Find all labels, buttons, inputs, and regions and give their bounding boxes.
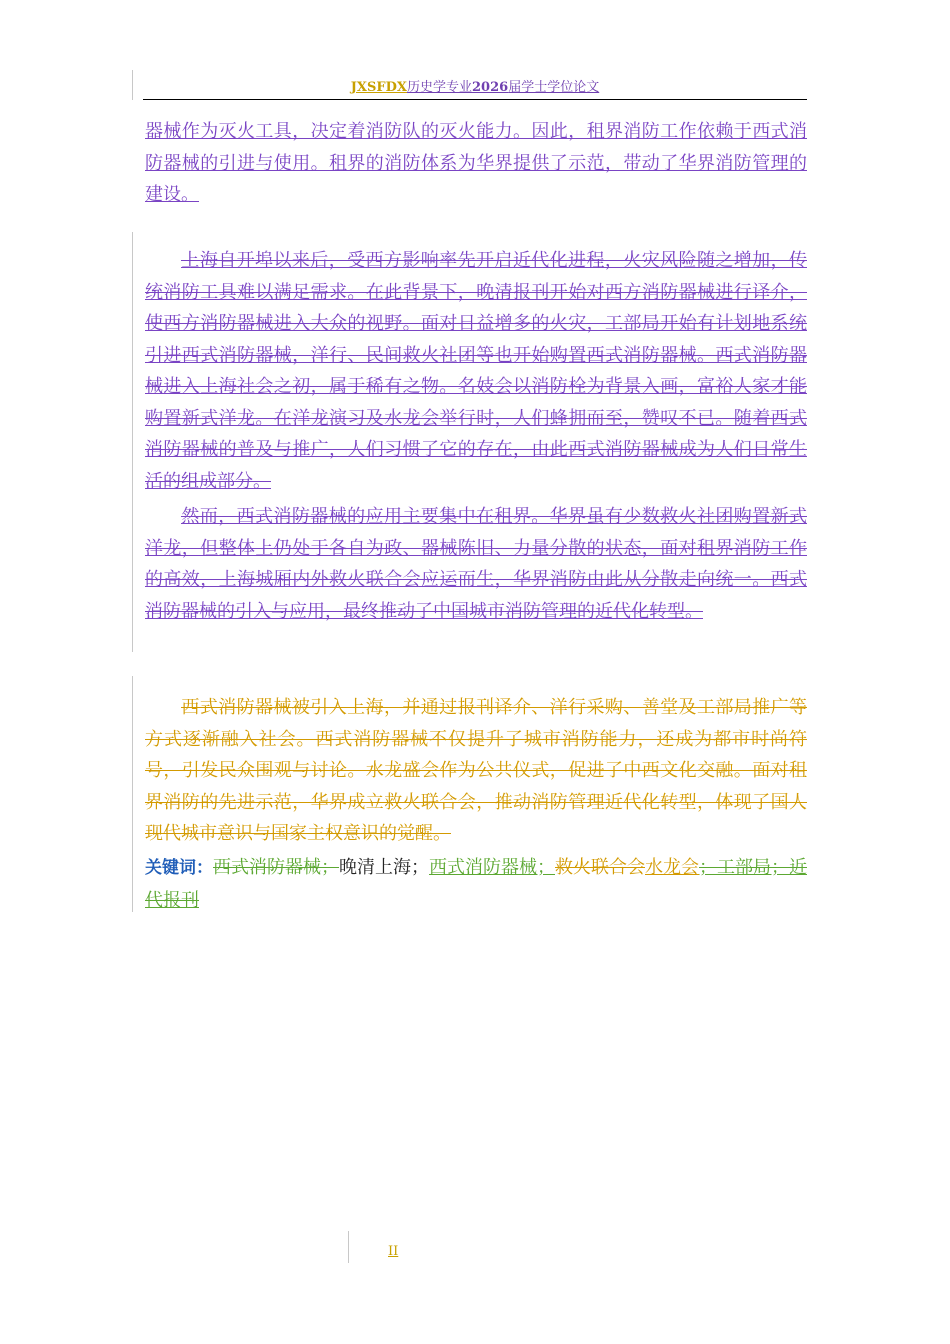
- header-suffix: 届学士学位论文: [508, 80, 600, 95]
- change-bar: [132, 70, 133, 100]
- header-org: JXSFDX: [350, 80, 407, 95]
- paragraph-3-text: 然而，西式消防器械的应用主要集中在租界。华界虽有少数救火社团购置新式洋龙，但整体上仍处于各自为政、器械陈旧、力量分散的状态，面对租界消防工作的高效，上海城厢内外救火联合会应运而生，华界消防由此从分散走向统一。西式消防器械的引入与应用，最终推动了中国城市消防管理的近代化转型。: [145, 506, 807, 622]
- paragraph-continued: 器械作为灭火工具，决定着消防队的灭火能力。因此，租界消防工作依赖于西式消防器械的引进与使用。租界的消防体系为华界提供了示范，带动了华界消防管理的建设。: [145, 121, 807, 205]
- paragraph-3: [145, 501, 807, 627]
- change-bar: [348, 1231, 349, 1263]
- header-year: 2026: [472, 80, 509, 95]
- paragraph-4: [145, 692, 807, 850]
- keyword-deleted: ；工部局；近代报刊: [145, 857, 807, 911]
- paragraph-2-text: 上海自开埠以来后，受西方影响率先开启近代化进程，火灾风险随之增加，传统消防工具难以满足需求。在此背景下，晚清报刊开始对西方消防器械进行译介，使西方消防器械进入大众的视野。面对日益增多的火灾，工部局开始有计划地系统引进西式消防器械，洋行、民间救火社团等也开始购置西式消防器械。西式消防器械进入上海社会之初，属于稀有之物。名妓会以消防栓为背景入画，富裕人家才能购置新式洋龙。在洋龙演习及水龙会举行时，人们蜂拥而至，赞叹不已。随着西式消防器械的普及与推广，人们习惯了它的存在，由此西式消防器械成为人们日常生活的组成部分。: [145, 250, 807, 492]
- keyword-inserted: 水龙会: [645, 857, 699, 878]
- running-header: [143, 79, 807, 97]
- header-rule: [143, 99, 807, 100]
- keyword-deleted: 西式消防器械；: [213, 857, 339, 878]
- keyword-inserted: 西式消防器械；: [429, 857, 555, 878]
- paragraph-2: [145, 245, 807, 497]
- change-bar: [132, 232, 133, 652]
- page-number: II: [388, 1244, 399, 1259]
- keywords: [145, 852, 807, 916]
- keyword: 晚清上海；: [339, 857, 429, 878]
- keyword-deleted: 救火联合会: [555, 857, 645, 878]
- keywords-label: 关键词：: [145, 858, 213, 878]
- paragraph-4-text: 西式消防器械被引入上海，并通过报刊译介、洋行采购、善堂及工部局推广等方式逐渐融入社会。西式消防器械不仅提升了城市消防能力，还成为都市时尚符号，引发民众围观与讨论。水龙盛会作为公共仪式，促进了中西文化交融。面对租界消防的先进示范，华界成立救火联合会，推动消防管理近代化转型，体现了国人现代城市意识与国家主权意识的觉醒。: [145, 697, 807, 844]
- change-bar: [132, 676, 133, 912]
- header-major: 历史学专业: [407, 80, 473, 95]
